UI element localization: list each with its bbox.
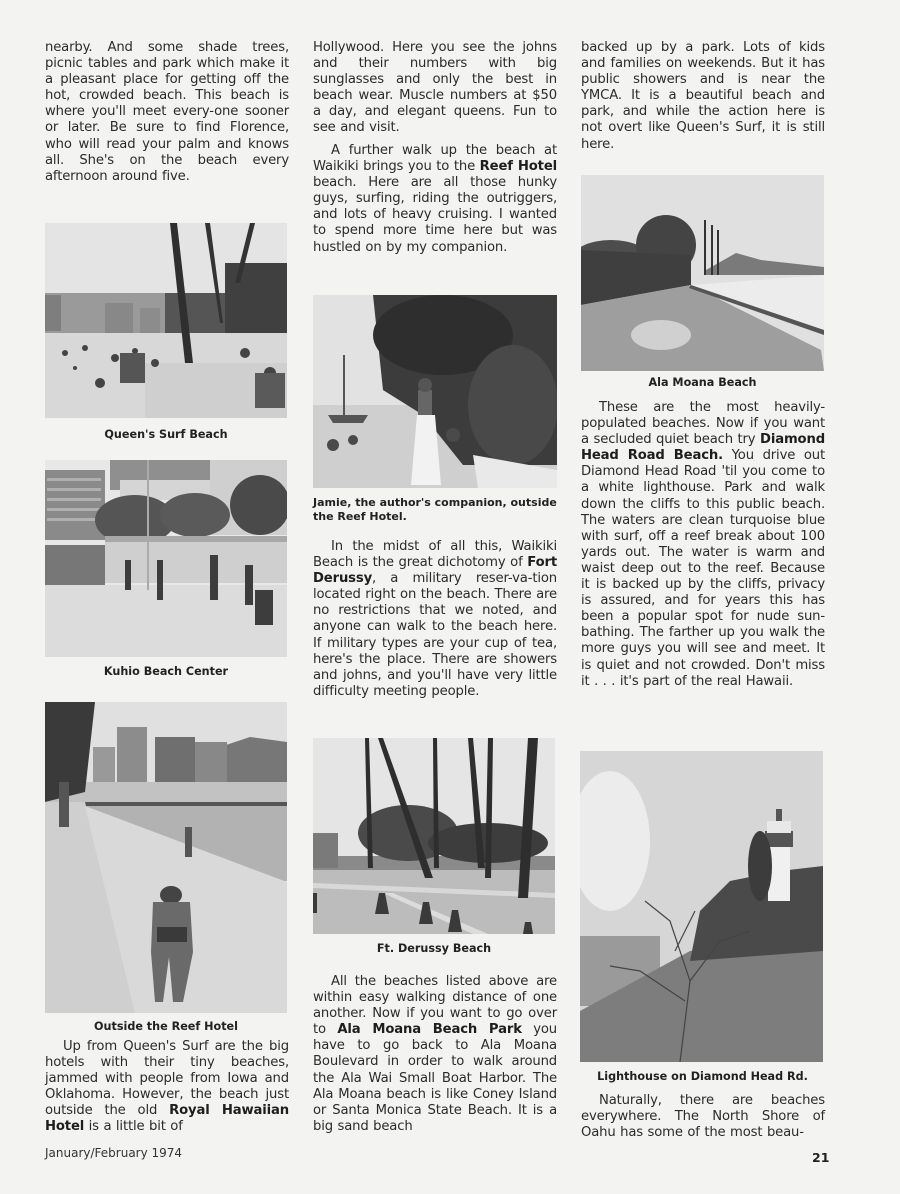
text-run: In the midst of all this, Waikiki Beach is the great dichotomy of bbox=[313, 539, 557, 571]
text-run: beach. Here are all those hunky guys, surfing, riding the outriggers, and lots of heavy cruising. I wanted to spend more time here but was hustled on by my companion. bbox=[313, 175, 557, 255]
text-run: These are the most heavily-populated beaches. Now if you want a secluded quiet beach try bbox=[581, 400, 825, 448]
right-column-paragraph-2 bbox=[581, 400, 825, 690]
middle-column-paragraph-3 bbox=[313, 539, 557, 700]
caption-lighthouse-diamond-head: Lighthouse on Diamond Head Rd. bbox=[597, 1070, 808, 1083]
left-column-paragraph-2 bbox=[45, 1039, 289, 1136]
bold-place-name: Reef Hotel bbox=[479, 159, 557, 175]
palm-parking-photo-icon bbox=[313, 738, 555, 934]
photo-queens-surf-beach bbox=[45, 223, 287, 418]
companion-photo-icon bbox=[313, 295, 557, 488]
text-run: A further walk up the beach at Waikiki brings you to the bbox=[313, 143, 557, 175]
text-run: is a little bit of bbox=[84, 1119, 183, 1135]
beach-crowd-photo-icon bbox=[45, 223, 287, 418]
text-run: you have to go back to Ala Moana Boulevard in order to walk around the Ala Wai Small Boat Harbor. The Ala Moana beach is like Coney Island or Santa Monica State Beach. It is a big sand beach bbox=[313, 1022, 558, 1134]
photo-ala-moana-beach bbox=[581, 175, 824, 371]
text-run: , a military reser-va-tion located right on the beach. There are no restrictions that we noted, and anyone can walk to the beach here. If military types are your cup of tea, here's the place. There are showers and johns, and you'll have very little difficulty meeting people. bbox=[313, 571, 557, 699]
caption-kuhio-beach-center: Kuhio Beach Center bbox=[103, 665, 229, 678]
middle-column-paragraph-1: Hollywood. Here you see the johns and their numbers with big sunglasses and only the best in beach wear. Muscle numbers at $50 a day, and elegant queens. Fun to see and visit. bbox=[313, 40, 557, 136]
text-run: You drive out Diamond Head Road 'til you come to a white lighthouse. Park and walk down the cliffs to this public beach. The waters are clean turquoise blue with surf, off a reef break about 100 yards out. The water is warm and waist deep out to the reef. Because it is backed up by the cliffs, privacy is assured, and for years this has been a popular spot for nude sun-bathing. The farther up you walk the more guys you will see and meet. It is quiet and not crowded. Don't miss it . . . it's part of the real Hawaii. bbox=[581, 448, 825, 689]
issue-date: January/February 1974 bbox=[45, 1146, 183, 1160]
photo-lighthouse-diamond-head bbox=[580, 751, 823, 1062]
middle-column-paragraph-4 bbox=[313, 974, 557, 1135]
beach-man-photo-icon bbox=[45, 702, 287, 1013]
bold-place-name: Fort Derussy bbox=[313, 555, 557, 587]
lighthouse-photo-icon bbox=[580, 751, 823, 1062]
text-run: All the beaches listed above are within easy walking distance of one another. Now if you want to go over to bbox=[313, 974, 557, 1038]
caption-outside-reef-hotel: Outside the Reef Hotel bbox=[94, 1020, 238, 1033]
left-column-paragraph-1: nearby. And some shade trees, picnic tables and park which make it a pleasant place for getting off the hot, crowded beach. This beach is where you'll meet every-one sooner or later. Be sure to find Florence, who will read your palm and knows all. She's on the beach every afternoon around five. bbox=[45, 40, 289, 184]
photo-kuhio-beach-center bbox=[45, 460, 287, 657]
page-number: 21 bbox=[812, 1150, 830, 1165]
bold-place-name: Royal Hawaiian Hotel bbox=[45, 1103, 289, 1135]
right-column-paragraph-3: Naturally, there are beaches everywhere. The North Shore of Oahu has some of the most beau- bbox=[581, 1093, 825, 1141]
caption-ala-moana-beach: Ala Moana Beach bbox=[648, 376, 757, 389]
caption-queens-surf-beach: Queen's Surf Beach bbox=[104, 428, 228, 441]
caption-ft-derussy-beach: Ft. Derussy Beach bbox=[376, 942, 492, 955]
caption-jamie-reef-hotel: Jamie, the author's companion, outside the Reef Hotel. bbox=[313, 496, 557, 523]
photo-jamie-reef-hotel bbox=[313, 295, 557, 488]
bold-place-name: Ala Moana Beach Park bbox=[337, 1022, 522, 1038]
bold-place-name: Diamond Head Road Beach. bbox=[581, 432, 825, 464]
photo-ft-derussy-beach bbox=[313, 738, 555, 934]
right-column-paragraph-1: backed up by a park. Lots of kids and families on weekends. But it has public showers and is near the YMCA. It is a beautiful beach and park, and while the action here is not overt like Queen's Surf, it is still here. bbox=[581, 40, 825, 152]
beach-center-photo-icon bbox=[45, 460, 287, 657]
ala-moana-photo-icon bbox=[581, 175, 824, 371]
text-run: Up from Queen's Surf are the big hotels with their tiny beaches, jammed with people from Iowa and Oklahoma. However, the beach just outside the old bbox=[45, 1039, 289, 1119]
photo-outside-reef-hotel bbox=[45, 702, 287, 1013]
middle-column-paragraph-2 bbox=[313, 143, 557, 256]
